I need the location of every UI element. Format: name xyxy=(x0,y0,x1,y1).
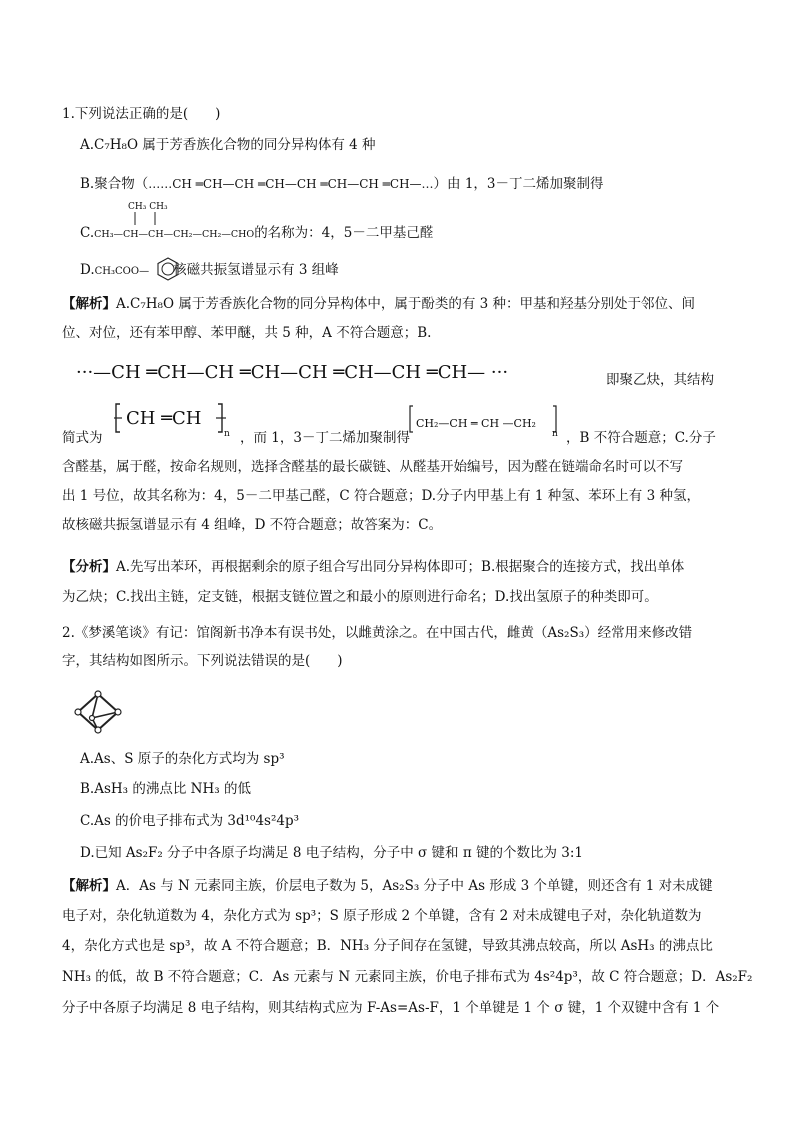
benzene-ring-icon xyxy=(156,257,180,281)
q1-after-butadiene: ，B 不符合题意；C.分子 xyxy=(566,430,716,446)
q1-option-d xyxy=(80,260,339,282)
q2-option-c: C.As 的价电子排布式为 3d¹⁰4s²4p³ xyxy=(80,813,300,829)
q1-fenxi-label: 【分析】 xyxy=(62,559,116,575)
q2-analysis-line1 xyxy=(62,876,713,896)
q2-analysis-line5: 分子中各原子均满足 8 电子结构，则其结构式应为 F-As=As-F，1 个单键是 1 个 σ 键，1 个双键中含有 1 个 xyxy=(62,1000,720,1016)
q1-fenxi-text1: A.先写出苯环，再根据剩余的原子组合写出同分异构体即可；B.根据聚合的连接方式，找出单体 xyxy=(116,559,685,575)
polyacetylene-formula: CH ═CH xyxy=(126,408,202,429)
q1-d-suffix: 核磁共振氢谱显示有 3 组峰 xyxy=(173,262,339,278)
q2-option-d: D.已知 As₂F₂ 分子中各原子均满足 8 电子结构，分子中 σ 键和 π 键的个数比为 3:1 xyxy=(80,845,584,861)
q1-after-chain: 即聚乙炔，其结构 xyxy=(606,372,714,388)
polyacetylene-chain: ···—CH ═CH—CH ═CH—CH ═CH—CH ═CH— ··· xyxy=(76,362,509,383)
polymer-n-1: n xyxy=(224,429,230,439)
as2s3-structure-diagram xyxy=(72,688,128,736)
q2-option-a: A.As、S 原子的杂化方式均为 sp³ xyxy=(80,751,285,767)
q1-c-top: CH₃ CH₃ xyxy=(128,202,168,212)
q1-option-a: A.C₇H₈O 属于芳香族化合物的同分异构体有 4 种 xyxy=(80,137,376,153)
q1-simp-label: 简式为 xyxy=(62,430,103,446)
q1-fenxi-line2: 为乙炔；C.找出主链，定支链，根据支链位置之和最小的原则进行命名；D.找出氢原子的种类即可。 xyxy=(62,589,658,605)
polymer-n-2: n xyxy=(552,429,558,439)
q1-b-chain: ……CH ═CH—CH ═CH—CH ═CH—CH ═CH—… xyxy=(148,177,434,191)
q1-b-suffix: ）由 1，3－丁二烯加聚制得 xyxy=(433,176,604,192)
q2-stem-line2: 字，其结构如图所示。下列说法错误的是( ) xyxy=(62,653,343,669)
q2-analysis-line2: 电子对，杂化轨道数为 4，杂化方式为 sp³；S 原子形成 2 个单键，含有 2 对未成键电子对，杂化轨道数为 xyxy=(62,908,702,924)
q1-analysis-line5: 故核磁共振氢谱显示有 4 组峰，D 不符合题意；故答案为：C。 xyxy=(62,517,443,533)
q1-analysis-line2: 位、对位，还有苯甲醇、苯甲醚，共 5 种，A 不符合题意；B. xyxy=(62,325,432,341)
q1-analysis-line4: 出 1 号位，故其名称为：4，5－二甲基己醛，C 符合题意；D.分子内甲基上有 1 种氢、苯环上有 3 种氢， xyxy=(62,488,700,504)
q1-option-c xyxy=(80,223,433,245)
q1-analysis-line1 xyxy=(62,294,695,314)
q1-analysis-text1: A.C₇H₈O 属于芳香族化合物的同分异构体中，属于酚类的有 3 种：甲基和羟基分别处于邻位、间 xyxy=(116,296,695,312)
q2-option-b: B.AsH₃ 的沸点比 NH₃ 的低 xyxy=(80,781,251,797)
q1-stem: 1.下列说法正确的是( ) xyxy=(62,106,221,122)
q1-analysis-line3: 含醛基，属于醛，按命名规则，选择含醛基的最长碳链、从醛基开始编号，因为醛在链端命名时可以不写 xyxy=(62,459,683,475)
butadiene-formula: CH₂—CH ═ CH —CH₂ xyxy=(416,417,536,430)
q1-mid-text: ，而 1，3－丁二烯加聚制得 xyxy=(240,430,410,446)
q2-analysis-label: 【解析】 xyxy=(62,878,116,894)
branch-bonds xyxy=(128,212,168,226)
q1-d-chain: CH₃COO— xyxy=(94,266,150,277)
q1-c-chain: CH₃—CH—CH—CH₂—CH₂—CHO xyxy=(94,229,255,240)
q1-option-b xyxy=(80,174,604,194)
q1-analysis-label: 【解析】 xyxy=(62,296,116,312)
q1-fenxi-line1 xyxy=(62,557,684,577)
q2-analysis-text1: A．As 与 N 元素同主族，价层电子数为 5，As₂S₃ 分子中 As 形成 3 个单键，则还含有 1 对未成键 xyxy=(116,878,713,894)
q2-analysis-line3: 4，杂化方式也是 sp³，故 A 不符合题意；B．NH₃ 分子间存在氢键，导致其沸点较高，所以 AsH₃ 的沸点比 xyxy=(62,938,713,954)
q1-b-prefix: B.聚合物（ xyxy=(80,176,149,192)
q2-stem-line1: 2.《梦溪笔谈》有记：馆阁新书净本有误书处，以雌黄涂之。在中国古代，雌黄（As₂S₃）经常用来修改错 xyxy=(62,625,693,641)
q2-analysis-line4: NH₃ 的低，故 B 不符合题意；C．As 元素与 N 元素同主族，价电子排布式为 4s²4p³，故 C 符合题意；D．As₂F₂ xyxy=(62,969,753,985)
q1-d-prefix: D. xyxy=(80,262,95,278)
q1-c-suffix: 的名称为：4，5－二甲基己醛 xyxy=(254,225,434,241)
q1-c-prefix: C. xyxy=(80,225,95,241)
